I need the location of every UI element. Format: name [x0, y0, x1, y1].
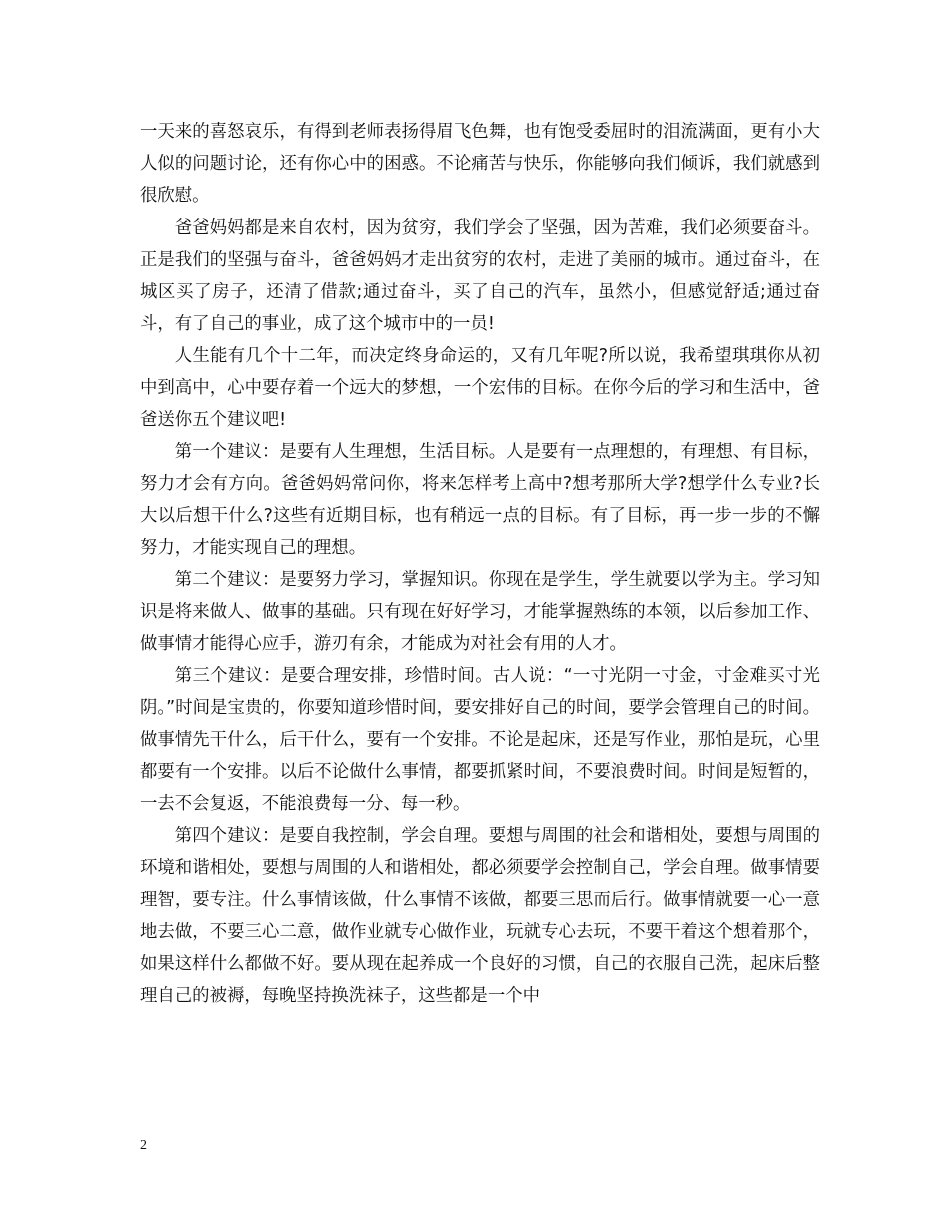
paragraph-5: 第二个建议：是要努力学习，掌握知识。你现在是学生，学生就要以学为主。学习知识是将来做人、做事的基础。只有现在好好学习，才能掌握熟练的本领，以后参加工作、做事情才能得心应手，游刃有余，才能成为对社会有用的人才。	[140, 570, 820, 654]
paragraph-3: 人生能有几个十二年，而决定终身命运的，又有几年呢?所以说，我希望琪琪你从初中到高中，心中要存着一个远大的梦想，一个宏伟的目标。在你今后的学习和生活中，爸爸送你五个建议吧!	[140, 346, 820, 430]
paragraph-7: 第四个建议：是要自我控制，学会自理。要想与周围的社会和谐相处，要想与周围的环境和谐相处，要想与周围的人和谐相处，都必须要学会控制自己，学会自理。做事情要理智，要专注。什么事情该做，什么事情不该做，都要三思而后行。做事情就要一心一意地去做，不要三心二意，做作业就专心做作业，玩就专心去玩，不要干着这个想着那个，如果这样什么都做不好。要从现在起养成一个良好的习惯，自己的衣服自己洗，起床后整理自己的被褥，每晚坚持换洗袜子，这些都是一个中	[140, 826, 820, 1006]
page-number: 2	[140, 1138, 147, 1153]
paragraph-1: 一天来的喜怒哀乐，有得到老师表扬得眉飞色舞，也有饱受委屈时的泪流满面，更有小大人似的问题讨论，还有你心中的困惑。不论痛苦与快乐，你能够向我们倾诉，我们就感到很欣慰。	[140, 122, 820, 206]
paragraph-6: 第三个建议：是要合理安排，珍惜时间。古人说：“一寸光阴一寸金，寸金难买寸光阴。”时间是宝贵的，你要知道珍惜时间，要安排好自己的时间，要学会管理自己的时间。做事情先干什么，后干什么，要有一个安排。不论是起床，还是写作业，那怕是玩，心里都要有一个安排。以后不论做什么事情，都要抓紧时间，不要浪费时间。时间是短暂的，一去不会复返，不能浪费每一分、每一秒。	[140, 666, 820, 814]
paragraph-2: 爸爸妈妈都是来自农村，因为贫穷，我们学会了坚强，因为苦难，我们必须要奋斗。正是我们的坚强与奋斗，爸爸妈妈才走出贫穷的农村，走进了美丽的城市。通过奋斗，在城区买了房子，还清了借款;通过奋斗，买了自己的汽车，虽然小，但感觉舒适;通过奋斗，有了自己的事业，成了这个城市中的一员!	[140, 218, 820, 334]
document-body	[140, 116, 820, 1012]
paragraph-4: 第一个建议：是要有人生理想，生活目标。人是要有一点理想的，有理想、有目标，努力才会有方向。爸爸妈妈常问你，将来怎样考上高中?想考那所大学?想学什么专业?长大以后想干什么?这些有近期目标，也有稍远一点的目标。有了目标，再一步一步的不懈努力，才能实现自己的理想。	[140, 442, 820, 558]
